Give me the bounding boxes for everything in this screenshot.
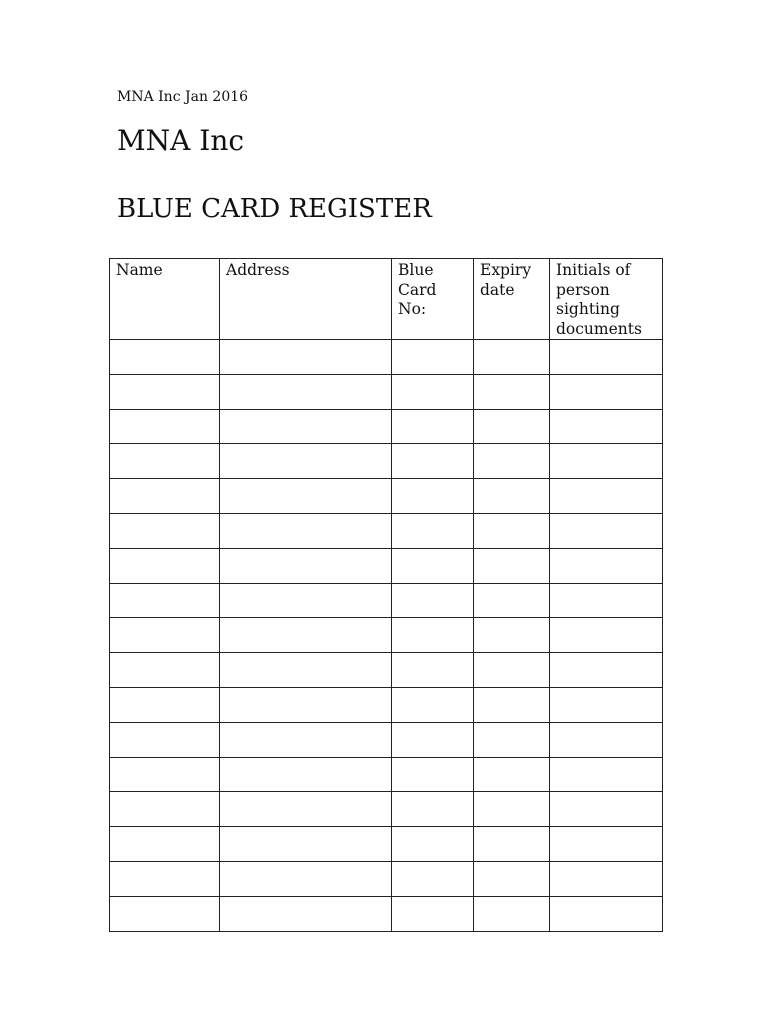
- table-row: [110, 653, 663, 688]
- cell-initials[interactable]: [550, 548, 663, 583]
- cell-initials[interactable]: [550, 861, 663, 896]
- cell-expiry-date[interactable]: [474, 687, 550, 722]
- blue-card-register-table: [109, 258, 663, 932]
- cell-expiry-date[interactable]: [474, 896, 550, 931]
- cell-name[interactable]: [110, 513, 220, 548]
- cell-blue-card-no[interactable]: [392, 896, 474, 931]
- table-row: [110, 340, 663, 375]
- cell-address[interactable]: [220, 757, 392, 792]
- document-header: MNA Inc Jan 2016: [117, 89, 249, 105]
- cell-blue-card-no[interactable]: [392, 340, 474, 375]
- table-row: [110, 583, 663, 618]
- cell-expiry-date[interactable]: [474, 861, 550, 896]
- cell-blue-card-no[interactable]: [392, 374, 474, 409]
- cell-name[interactable]: [110, 444, 220, 479]
- organization-name: MNA Inc: [117, 124, 245, 157]
- cell-address[interactable]: [220, 618, 392, 653]
- cell-blue-card-no[interactable]: [392, 757, 474, 792]
- cell-expiry-date[interactable]: [474, 792, 550, 827]
- cell-name[interactable]: [110, 479, 220, 514]
- column-header-initials: Initials of person sighting documents: [550, 259, 663, 340]
- cell-expiry-date[interactable]: [474, 583, 550, 618]
- cell-blue-card-no[interactable]: [392, 861, 474, 896]
- table-row: [110, 861, 663, 896]
- cell-initials[interactable]: [550, 583, 663, 618]
- cell-address[interactable]: [220, 722, 392, 757]
- column-header-address: Address: [220, 259, 392, 340]
- cell-name[interactable]: [110, 340, 220, 375]
- cell-address[interactable]: [220, 653, 392, 688]
- cell-expiry-date[interactable]: [474, 653, 550, 688]
- column-header-name: Name: [110, 259, 220, 340]
- table-row: [110, 409, 663, 444]
- cell-address[interactable]: [220, 409, 392, 444]
- cell-name[interactable]: [110, 409, 220, 444]
- cell-blue-card-no[interactable]: [392, 687, 474, 722]
- table-row: [110, 722, 663, 757]
- cell-initials[interactable]: [550, 896, 663, 931]
- table-row: [110, 896, 663, 931]
- cell-address[interactable]: [220, 444, 392, 479]
- table-row: [110, 548, 663, 583]
- column-header-expiry-date: Expiry date: [474, 259, 550, 340]
- table-row: [110, 444, 663, 479]
- cell-initials[interactable]: [550, 409, 663, 444]
- table-row: [110, 792, 663, 827]
- cell-initials[interactable]: [550, 618, 663, 653]
- cell-initials[interactable]: [550, 827, 663, 862]
- table-row: [110, 513, 663, 548]
- table-row: [110, 827, 663, 862]
- cell-blue-card-no[interactable]: [392, 548, 474, 583]
- cell-name[interactable]: [110, 653, 220, 688]
- cell-name[interactable]: [110, 722, 220, 757]
- cell-blue-card-no[interactable]: [392, 722, 474, 757]
- document-title: BLUE CARD REGISTER: [117, 194, 432, 224]
- cell-address[interactable]: [220, 861, 392, 896]
- cell-blue-card-no[interactable]: [392, 479, 474, 514]
- cell-address[interactable]: [220, 896, 392, 931]
- cell-expiry-date[interactable]: [474, 827, 550, 862]
- cell-blue-card-no[interactable]: [392, 653, 474, 688]
- cell-initials[interactable]: [550, 757, 663, 792]
- cell-initials[interactable]: [550, 374, 663, 409]
- cell-blue-card-no[interactable]: [392, 583, 474, 618]
- cell-initials[interactable]: [550, 479, 663, 514]
- cell-expiry-date[interactable]: [474, 618, 550, 653]
- cell-name[interactable]: [110, 827, 220, 862]
- cell-expiry-date[interactable]: [474, 513, 550, 548]
- cell-expiry-date[interactable]: [474, 374, 550, 409]
- cell-address[interactable]: [220, 827, 392, 862]
- table-row: [110, 479, 663, 514]
- table-row: [110, 618, 663, 653]
- cell-expiry-date[interactable]: [474, 409, 550, 444]
- cell-initials[interactable]: [550, 340, 663, 375]
- cell-blue-card-no[interactable]: [392, 792, 474, 827]
- cell-initials[interactable]: [550, 792, 663, 827]
- column-header-blue-card-no: Blue Card No:: [392, 259, 474, 340]
- cell-blue-card-no[interactable]: [392, 513, 474, 548]
- cell-name[interactable]: [110, 792, 220, 827]
- cell-name[interactable]: [110, 583, 220, 618]
- cell-name[interactable]: [110, 757, 220, 792]
- table-header-row: [110, 259, 663, 340]
- cell-expiry-date[interactable]: [474, 757, 550, 792]
- cell-initials[interactable]: [550, 722, 663, 757]
- cell-blue-card-no[interactable]: [392, 827, 474, 862]
- cell-name[interactable]: [110, 861, 220, 896]
- cell-blue-card-no[interactable]: [392, 618, 474, 653]
- table-row: [110, 687, 663, 722]
- cell-expiry-date[interactable]: [474, 340, 550, 375]
- cell-initials[interactable]: [550, 444, 663, 479]
- register-body: [110, 340, 663, 932]
- cell-name[interactable]: [110, 548, 220, 583]
- cell-address[interactable]: [220, 792, 392, 827]
- cell-expiry-date[interactable]: [474, 479, 550, 514]
- cell-address[interactable]: [220, 513, 392, 548]
- cell-address[interactable]: [220, 583, 392, 618]
- cell-address[interactable]: [220, 374, 392, 409]
- cell-name[interactable]: [110, 374, 220, 409]
- cell-address[interactable]: [220, 479, 392, 514]
- cell-address[interactable]: [220, 687, 392, 722]
- cell-name[interactable]: [110, 687, 220, 722]
- cell-address[interactable]: [220, 548, 392, 583]
- cell-name[interactable]: [110, 896, 220, 931]
- cell-initials[interactable]: [550, 653, 663, 688]
- cell-initials[interactable]: [550, 513, 663, 548]
- cell-expiry-date[interactable]: [474, 548, 550, 583]
- cell-name[interactable]: [110, 618, 220, 653]
- cell-blue-card-no[interactable]: [392, 409, 474, 444]
- cell-blue-card-no[interactable]: [392, 444, 474, 479]
- table-row: [110, 757, 663, 792]
- cell-expiry-date[interactable]: [474, 722, 550, 757]
- cell-expiry-date[interactable]: [474, 444, 550, 479]
- cell-initials[interactable]: [550, 687, 663, 722]
- cell-address[interactable]: [220, 340, 392, 375]
- table-row: [110, 374, 663, 409]
